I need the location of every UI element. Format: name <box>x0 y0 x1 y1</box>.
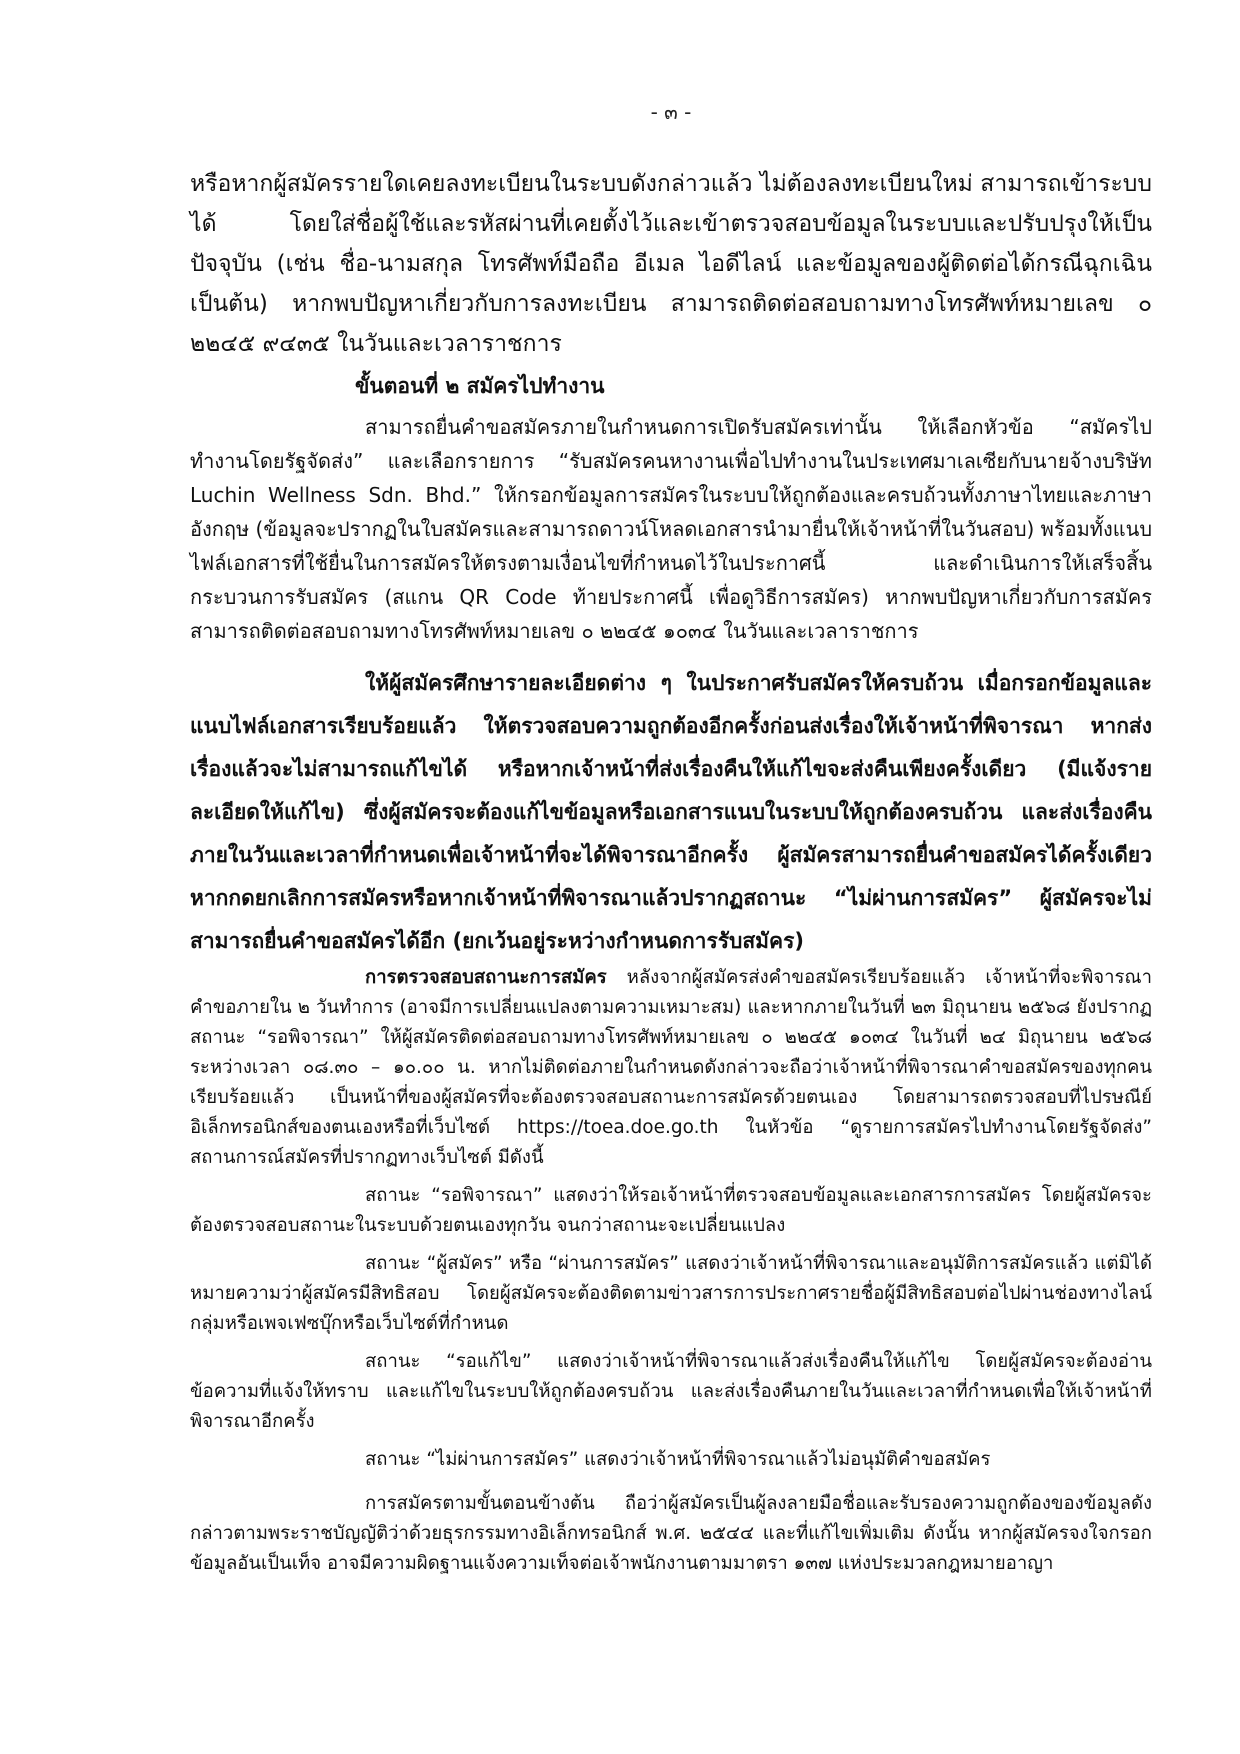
step2-paragraph: สามารถยื่นคำขอสมัครภายในกำหนดการเปิดรับสมัครเท่านั้น ให้เลือกหัวข้อ “สมัครไปทำงานโดยรัฐจัดส่ง” และเลือกรายการ “รับสมัครคนหางานเพื่อไปทำงานในประเทศมาเลเซียกับนายจ้างบริษัท Luchin Wellness Sdn. Bhd.” ให้กรอกข้อมูลการสมัครในระบบให้ถูกต้องและครบถ้วนทั้งภาษาไทยและภาษาอังกฤษ (ข้อมูลจะปรากฏในใบสมัครและสามารถดาวน์โหลดเอกสารนำมายื่นให้เจ้าหน้าที่ในวันสอบ) พร้อมทั้งแนบไฟล์เอกสารที่ใช้ยื่นในการสมัครให้ตรงตามเงื่อนไขที่กำหนดไว้ในประกาศนี้ และดำเนินการให้เสร็จสิ้นกระบวนการรับสมัคร (สแกน QR Code ท้ายประกาศนี้ เพื่อดูวิธีการสมัคร) หากพบปัญหาเกี่ยวกับการสมัคร สามารถติดต่อสอบถามทางโทรศัพท์หมายเลข ๐ ๒๒๔๕ ๑๐๓๔ ในวันและเวลาราชการ <box>190 415 1153 643</box>
step2-heading: ขั้นตอนที่ ๒ สมัครไปทำงาน <box>355 374 605 398</box>
bold-notice-paragraph: ให้ผู้สมัครศึกษารายละเอียดต่าง ๆ ในประกาศรับสมัครให้ครบถ้วน เมื่อกรอกข้อมูลและแนบไฟล์เอกสารเรียบร้อยแล้ว ให้ตรวจสอบความถูกต้องอีกครั้งก่อนส่งเรื่องให้เจ้าหน้าที่พิจารณา หากส่งเรื่องแล้วจะไม่สามารถแก้ไขได้ หรือหากเจ้าหน้าที่ส่งเรื่องคืนให้แก้ไขจะส่งคืนเพียงครั้งเดียว (มีแจ้งรายละเอียดให้แก้ไข) ซึ่งผู้สมัครจะต้องแก้ไขข้อมูลหรือเอกสารแนบในระบบให้ถูกต้องครบถ้วน และส่งเรื่องคืนภายในวันและเวลาที่กำหนดเพื่อเจ้าหน้าที่จะได้พิจารณาอีกครั้ง ผู้สมัครสามารถยื่นคำขอสมัครได้ครั้งเดียว หากกดยกเลิกการสมัครหรือหากเจ้าหน้าที่พิจารณาแล้วปรากฏสถานะ “ไม่ผ่านการสมัคร” ผู้สมัครจะไม่สามารถยื่นคำขอสมัครได้อีก (ยกเว้นอยู่ระหว่างกำหนดการรับสมัคร) <box>190 671 1152 953</box>
status-check-paragraph <box>190 963 1152 1173</box>
status-check-lead: การตรวจสอบสถานะการสมัคร <box>365 967 607 988</box>
page-number: - ๓ - <box>650 100 692 124</box>
intro-paragraph: หรือหากผู้สมัครรายใดเคยลงทะเบียนในระบบดังกล่าวแล้ว ไม่ต้องลงทะเบียนใหม่ สามารถเข้าระบบได้ โดยใส่ชื่อผู้ใช้และรหัสผ่านที่เคยตั้งไว้และเข้าตรวจสอบข้อมูลในระบบและปรับปรุงให้เป็นปัจจุบัน (เช่น ชื่อ-นามสกุล โทรศัพท์มือถือ อีเมล ไอดีไลน์ และข้อมูลของผู้ติดต่อได้กรณีฉุกเฉิน เป็นต้น) หากพบปัญหาเกี่ยวกับการลงทะเบียน สามารถติดต่อสอบถามทางโทรศัพท์หมายเลข ๐ ๒๒๔๕ ๙๔๓๕ ในวันและเวลาราชการ <box>190 171 1152 357</box>
status-check-text: หลังจากผู้สมัครส่งคำขอสมัครเรียบร้อยแล้ว เจ้าหน้าที่จะพิจารณาคำขอภายใน ๒ วันทำการ (อาจมีการเปลี่ยนแปลงตามความเหมาะสม) และหากภายในวันที่ ๒๓ มิถุนายน ๒๕๖๘ ยังปรากฏสถานะ “รอพิจารณา” ให้ผู้สมัครติดต่อสอบถามทางโทรศัพท์หมายเลข ๐ ๒๒๔๕ ๑๐๓๔ ในวันที่ ๒๔ มิถุนายน ๒๕๖๘ ระหว่างเวลา ๐๘.๓๐ – ๑๐.๐๐ น. หากไม่ติดต่อภายในกำหนดดังกล่าวจะถือว่าเจ้าหน้าที่พิจารณาคำขอสมัครของทุกคนเรียบร้อยแล้ว เป็นหน้าที่ของผู้สมัครที่จะต้องตรวจสอบสถานะการสมัครด้วยตนเอง โดยสามารถตรวจสอบที่ไปรษณีย์อิเล็กทรอนิกส์ของตนเองหรือที่เว็บไซต์ https://toea.doe.go.th ในหัวข้อ “ดูรายการสมัครไปทำงานโดยรัฐจัดส่ง” สถานการณ์สมัครที่ปรากฏทางเว็บไซต์ มีดังนี้ <box>190 967 1152 1168</box>
status-approved-paragraph: สถานะ “ผู้สมัคร” หรือ “ผ่านการสมัคร” แสดงว่าเจ้าหน้าที่พิจารณาและอนุมัติการสมัครแล้ว แต่มิได้หมายความว่าผู้สมัครมีสิทธิสอบ โดยผู้สมัครจะต้องติดตามข่าวสารการประกาศรายชื่อผู้มีสิทธิสอบต่อไปผ่านช่องทางไลน์กลุ่มหรือเพจเฟซบุ๊กหรือเว็บไซต์ที่กำหนด <box>190 1253 1152 1334</box>
closing-paragraph: การสมัครตามขั้นตอนข้างต้น ถือว่าผู้สมัครเป็นผู้ลงลายมือชื่อและรับรองความถูกต้องของข้อมูลดังกล่าวตามพระราชบัญญัติว่าด้วยธุรกรรมทางอิเล็กทรอนิกส์ พ.ศ. ๒๕๔๔ และที่แก้ไขเพิ่มเติม ดังนั้น หากผู้สมัครจงใจกรอกข้อมูลอันเป็นเท็จ อาจมีความผิดฐานแจ้งความเท็จต่อเจ้าพนักงานตามมาตรา ๑๓๗ แห่งประมวลกฎหมายอาญา <box>190 1493 1152 1574</box>
status-revise-paragraph: สถานะ “รอแก้ไข” แสดงว่าเจ้าหน้าที่พิจารณาแล้วส่งเรื่องคืนให้แก้ไข โดยผู้สมัครจะต้องอ่านข้อความที่แจ้งให้ทราบ และแก้ไขในระบบให้ถูกต้องครบถ้วน และส่งเรื่องคืนภายในวันและเวลาที่กำหนดเพื่อให้เจ้าหน้าที่พิจารณาอีกครั้ง <box>190 1351 1152 1432</box>
status-rejected-paragraph: สถานะ “ไม่ผ่านการสมัคร” แสดงว่าเจ้าหน้าที่พิจารณาแล้วไม่อนุมัติคำขอสมัคร <box>365 1449 991 1470</box>
status-pending-paragraph: สถานะ “รอพิจารณา” แสดงว่าให้รอเจ้าหน้าที่ตรวจสอบข้อมูลและเอกสารการสมัคร โดยผู้สมัครจะต้องตรวจสอบสถานะในระบบด้วยตนเองทุกวัน จนกว่าสถานะจะเปลี่ยนแปลง <box>190 1185 1152 1236</box>
